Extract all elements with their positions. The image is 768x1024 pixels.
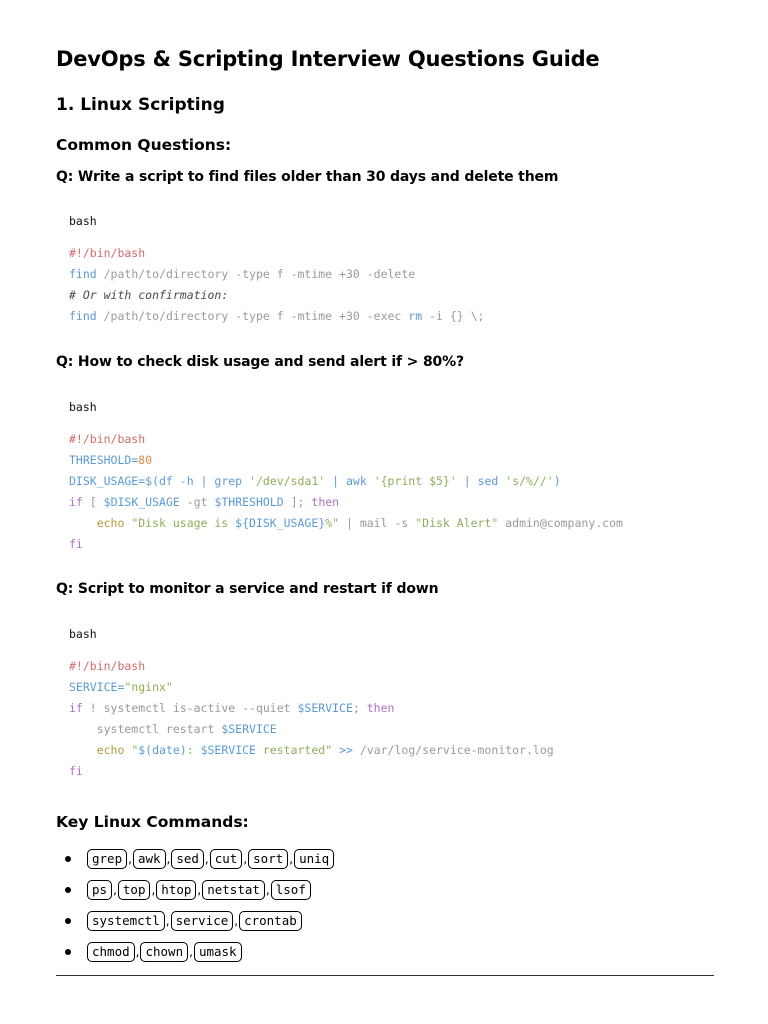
code-token: restarted" — [255, 743, 333, 757]
code-line — [69, 656, 709, 677]
command-chip: cut — [210, 849, 243, 869]
bullet-icon — [65, 856, 71, 862]
key-commands-list — [56, 843, 334, 967]
bullet-icon — [65, 887, 71, 893]
code-token: : — [186, 743, 201, 757]
code-line — [69, 285, 709, 306]
code-token: fi — [69, 537, 83, 551]
code-token: find — [69, 267, 97, 281]
question-1: Q: Write a script to find files older than 30 days and delete them — [56, 169, 559, 185]
separator: , — [151, 882, 156, 897]
code-token: fi — [69, 764, 83, 778]
code-line — [69, 534, 709, 555]
command-chip: crontab — [239, 911, 302, 931]
code-line — [69, 740, 709, 761]
code-token: $SERVICE — [200, 743, 256, 757]
code-block-2 — [69, 399, 709, 555]
code-token: find — [69, 309, 97, 323]
code-line — [69, 243, 709, 264]
command-chip: chmod — [87, 942, 135, 962]
code-token: $DISK_USAGE — [103, 495, 180, 509]
code-lines — [69, 243, 709, 327]
code-language-label: bash — [69, 214, 97, 228]
code-line — [69, 306, 709, 327]
code-token: if — [69, 495, 83, 509]
command-chip: umask — [194, 942, 242, 962]
code-lines — [69, 429, 709, 555]
command-chip: chown — [140, 942, 188, 962]
command-chip: sort — [248, 849, 288, 869]
code-token: #!/bin/bash — [69, 659, 146, 673]
code-block-1 — [69, 213, 709, 327]
code-token: >> — [332, 743, 360, 757]
code-token: /path/to/directory -type f -mtime +30 -delete — [96, 267, 416, 281]
question-3: Q: Script to monitor a service and restart if down — [56, 581, 439, 597]
command-chip: sed — [171, 849, 204, 869]
command-chip: netstat — [202, 880, 265, 900]
command-chip: uniq — [294, 849, 334, 869]
code-lines — [69, 656, 709, 782]
code-token: echo — [69, 743, 125, 757]
code-token: -i {} \; — [422, 309, 485, 323]
separator: , — [189, 944, 193, 959]
common-questions-heading: Common Questions: — [56, 136, 232, 154]
code-token: ${DISK_USAGE} — [235, 516, 326, 530]
code-token: echo — [69, 516, 125, 530]
list-item — [56, 936, 334, 967]
code-token: ! systemctl is-active --quiet — [82, 701, 298, 715]
separator: , — [289, 851, 294, 866]
separator: , — [165, 913, 170, 928]
bullet-icon — [65, 949, 71, 955]
code-token: DISK_USAGE=$(df -h | — [69, 474, 215, 488]
command-chip: top — [118, 880, 151, 900]
code-token: -gt — [179, 495, 215, 509]
separator: , — [234, 913, 239, 928]
code-token: awk — [345, 474, 367, 488]
list-item — [56, 843, 334, 874]
code-token: #!/bin/bash — [69, 432, 146, 446]
code-token: $THRESHOLD — [214, 495, 284, 509]
code-token: then — [366, 701, 395, 715]
code-token: '/dev/sda1' — [242, 474, 326, 488]
question-2: Q: How to check disk usage and send alert if > 80%? — [56, 354, 464, 370]
code-token: '{print $5}' — [366, 474, 457, 488]
code-token: SERVICE= — [69, 680, 125, 694]
code-token: | — [325, 474, 346, 488]
code-line — [69, 698, 709, 719]
separator: , — [197, 882, 202, 897]
code-token: THRESHOLD= — [69, 453, 139, 467]
code-token: 80 — [138, 453, 153, 467]
code-line — [69, 429, 709, 450]
separator: , — [166, 851, 171, 866]
code-token: [ — [82, 495, 104, 509]
code-line — [69, 761, 709, 782]
code-language-label: bash — [69, 400, 97, 414]
code-token: then — [311, 495, 340, 509]
command-chip: service — [171, 911, 234, 931]
list-item — [56, 905, 334, 936]
code-token: systemctl restart — [69, 722, 222, 736]
key-commands-heading: Key Linux Commands: — [56, 813, 249, 831]
code-token: sed — [477, 474, 499, 488]
list-item — [56, 874, 334, 905]
code-token: /path/to/directory -type f -mtime +30 -exec — [96, 309, 409, 323]
code-token: $SERVICE — [297, 701, 353, 715]
code-line — [69, 471, 709, 492]
code-token: ]; — [283, 495, 312, 509]
command-chip: lsof — [271, 880, 311, 900]
code-line — [69, 513, 709, 534]
command-chip: htop — [156, 880, 196, 900]
command-chip: grep — [87, 849, 127, 869]
separator: , — [113, 882, 117, 897]
code-token: | — [456, 474, 478, 488]
code-token: | mail -s — [339, 516, 416, 530]
code-line — [69, 677, 709, 698]
code-token: if — [69, 701, 83, 715]
code-line — [69, 492, 709, 513]
code-token: ; — [352, 701, 367, 715]
code-token: grep — [214, 474, 243, 488]
code-token: "Disk Alert" — [415, 516, 499, 530]
code-token: $SERVICE — [221, 722, 277, 736]
code-language-label: bash — [69, 627, 97, 641]
code-block-3 — [69, 626, 709, 782]
horizontal-divider — [56, 975, 714, 976]
separator: , — [135, 944, 140, 959]
page-title: DevOps & Scripting Interview Questions Guide — [56, 47, 600, 71]
separator: , — [204, 851, 209, 866]
command-chip: systemctl — [87, 911, 165, 931]
separator: , — [128, 851, 132, 866]
separator: , — [243, 851, 248, 866]
code-token: # Or with confirmation: — [69, 288, 229, 302]
command-chip: awk — [133, 849, 166, 869]
code-token: 's/%//' — [498, 474, 554, 488]
code-line — [69, 264, 709, 285]
code-token: admin@company.com — [498, 516, 623, 530]
code-token: #!/bin/bash — [69, 246, 146, 260]
code-token: %" — [325, 516, 340, 530]
code-token: "nginx" — [124, 680, 173, 694]
code-line — [69, 719, 709, 740]
bullet-icon — [65, 918, 71, 924]
code-token: $(date) — [138, 743, 187, 757]
command-chip: ps — [87, 880, 112, 900]
code-token: "Disk usage is — [124, 516, 236, 530]
section-heading: 1. Linux Scripting — [56, 95, 225, 115]
code-token: /var/log/service-monitor.log — [359, 743, 554, 757]
code-line — [69, 450, 709, 471]
code-token: " — [124, 743, 139, 757]
separator: , — [265, 882, 270, 897]
code-token: ) — [553, 474, 561, 488]
code-token: rm — [408, 309, 423, 323]
